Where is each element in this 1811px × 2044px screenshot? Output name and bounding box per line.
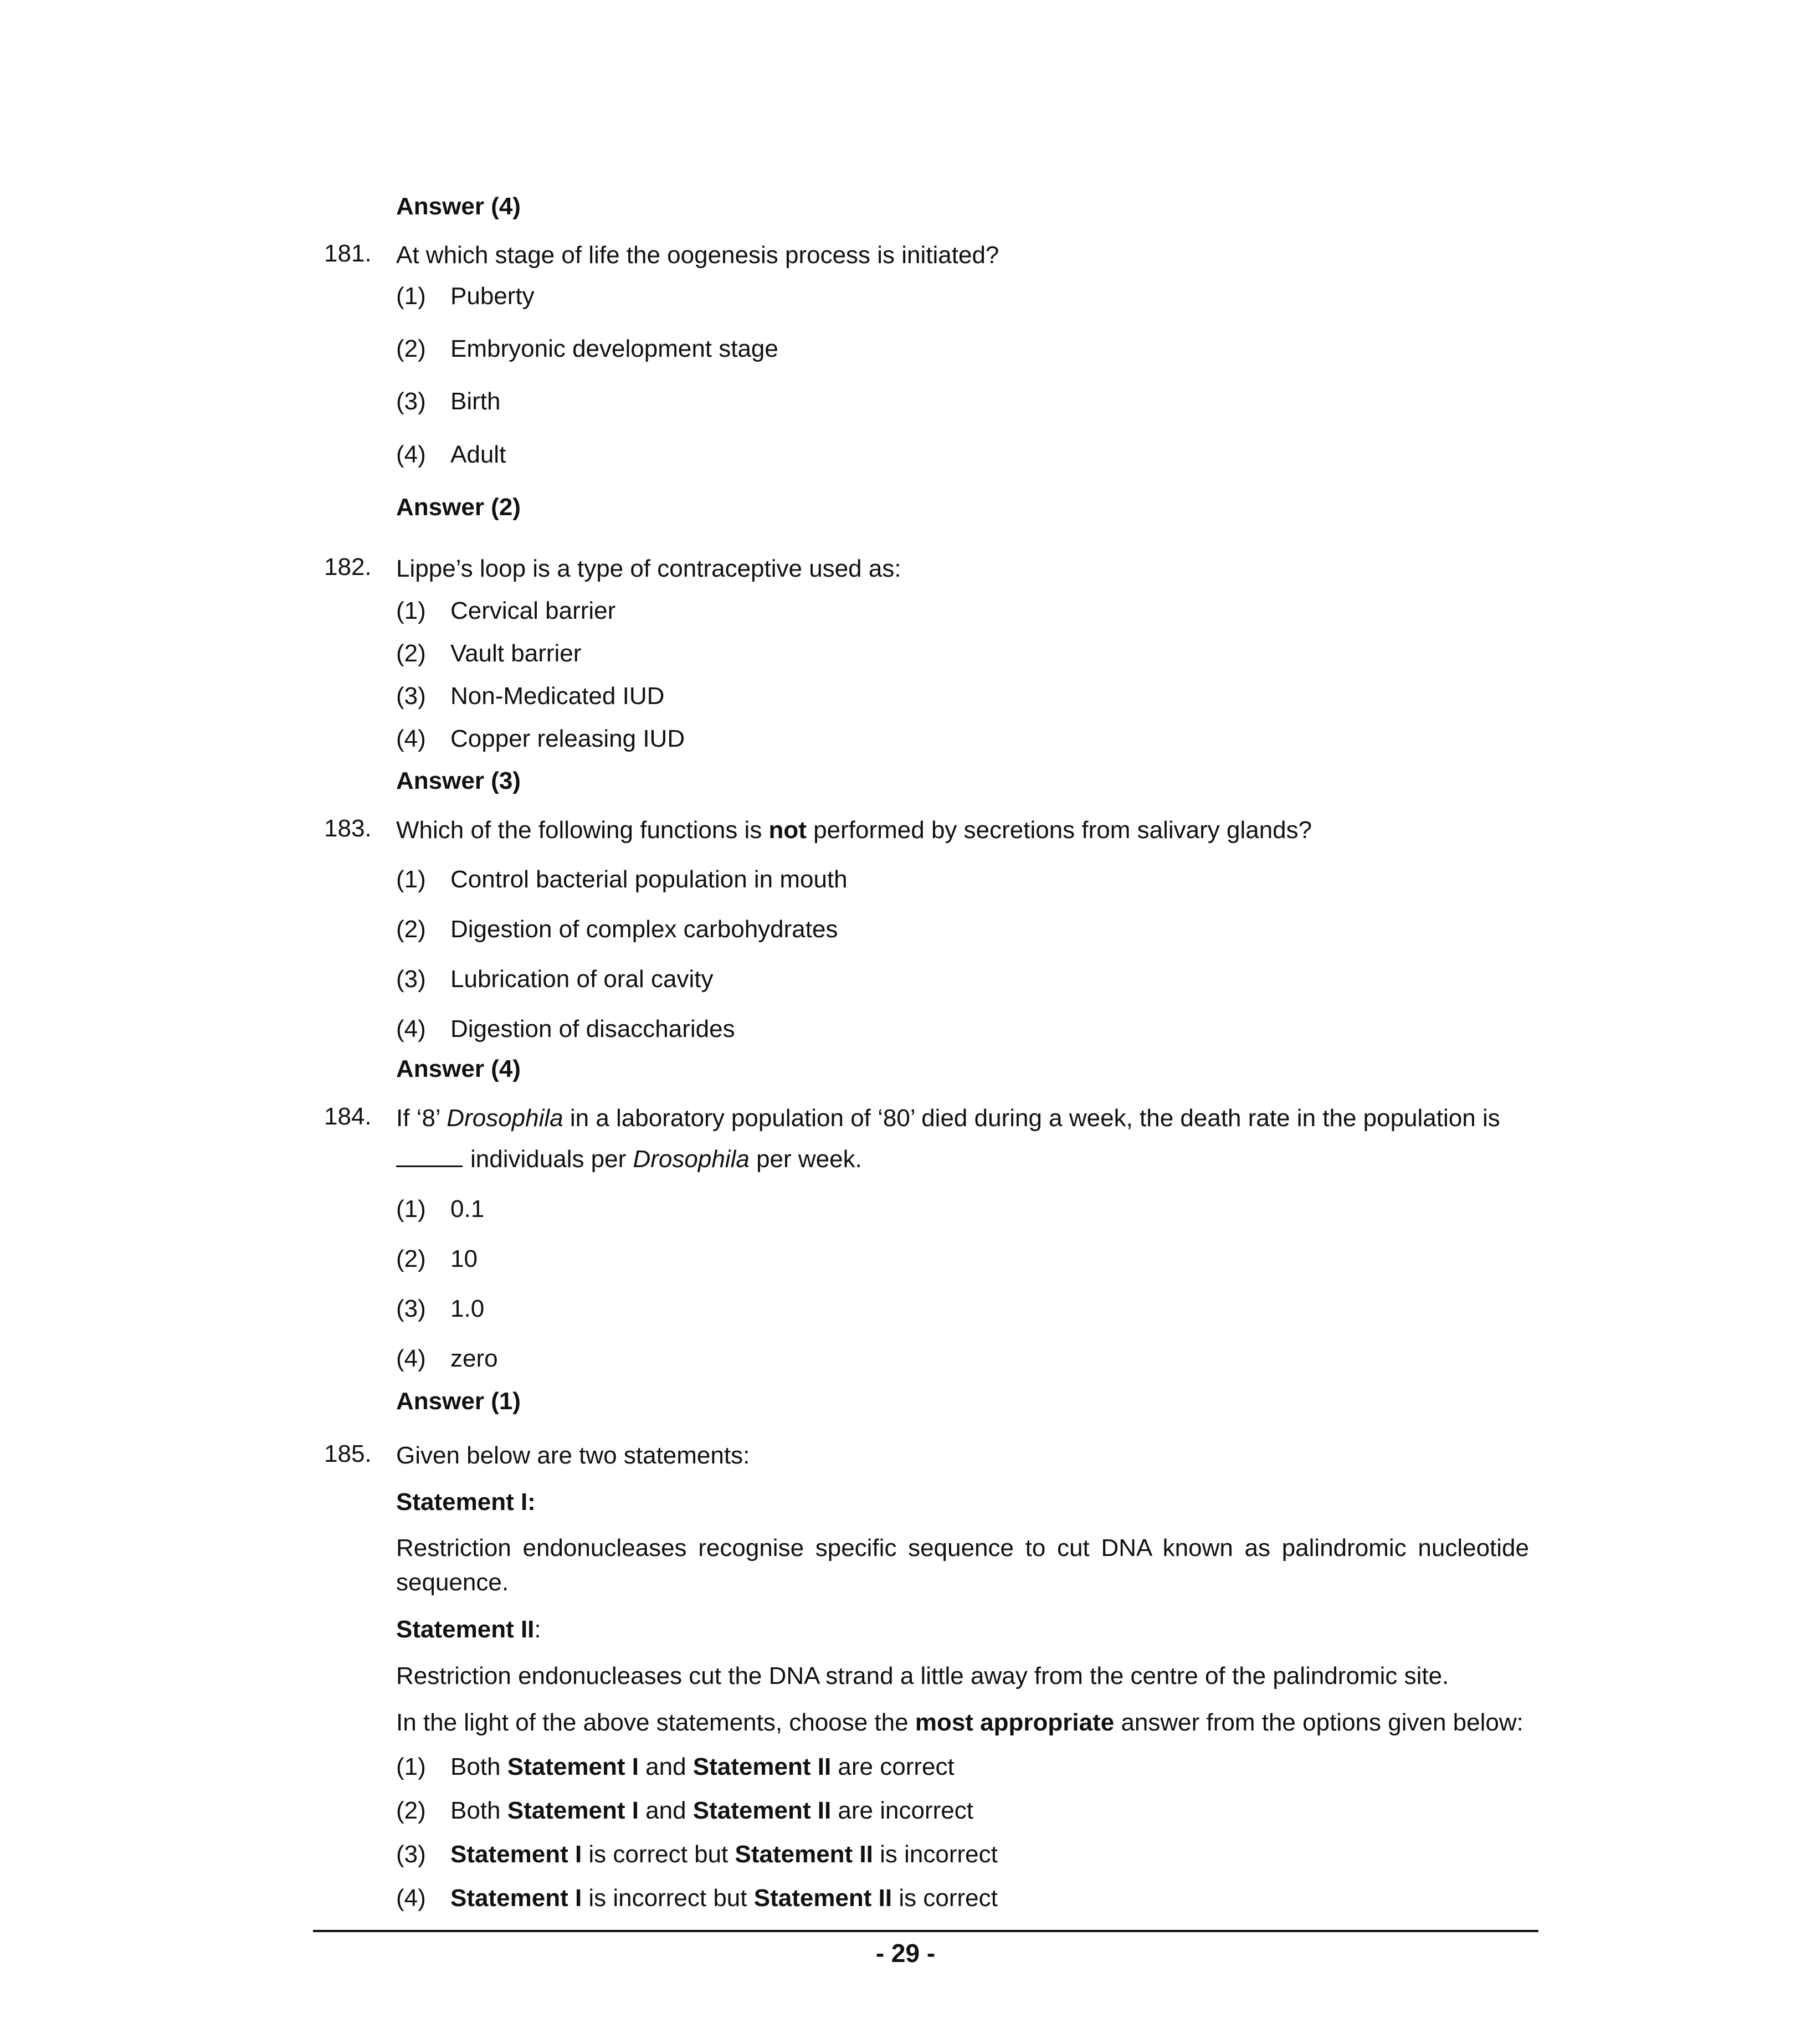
option-183-2	[396, 914, 838, 945]
option-text: Lubrication of oral cavity	[450, 965, 714, 993]
statement-1-label: Statement I:	[396, 1488, 536, 1516]
option-number: (3)	[396, 682, 426, 710]
question-number-181: 181.	[324, 240, 372, 267]
option-text: zero	[450, 1345, 498, 1372]
stem-text: Which of the following functions is	[396, 816, 769, 844]
option-184-1	[396, 1194, 484, 1225]
option-number: (2)	[396, 335, 426, 362]
option-number: (2)	[396, 640, 426, 667]
statement-1-text: Restriction endonucleases recognise specific sequence to cut DNA known as palindromic nucleotide sequence.	[396, 1534, 1529, 1596]
option-text: and	[638, 1753, 693, 1780]
option-184-2	[396, 1244, 478, 1275]
option-text: is incorrect	[873, 1841, 998, 1868]
option-181-3	[396, 386, 500, 417]
option-185-1	[396, 1752, 955, 1783]
answer-182: Answer (3)	[396, 767, 521, 794]
option-bold: Statement I	[507, 1797, 639, 1824]
question-stem-182: Lippe’s loop is a type of contraceptive used as:	[396, 555, 901, 582]
question-instruction-185	[396, 1707, 1523, 1738]
option-text: are correct	[831, 1753, 955, 1780]
instr-emphasis: most appropriate	[915, 1709, 1115, 1736]
question-number-182: 182.	[324, 553, 372, 581]
option-bold: Statement II	[692, 1753, 832, 1780]
option-number: (3)	[396, 1295, 426, 1322]
option-182-2	[396, 638, 581, 669]
option-bold: Statement I	[450, 1841, 582, 1868]
option-183-3	[396, 964, 713, 995]
label-rest: :	[534, 1616, 541, 1643]
answer-181: Answer (2)	[396, 494, 521, 521]
option-number: (1)	[396, 1753, 426, 1780]
option-184-4	[396, 1343, 498, 1374]
option-text: Copper releasing IUD	[450, 725, 685, 752]
option-181-2	[396, 333, 778, 364]
option-text: Non-Medicated IUD	[450, 682, 665, 710]
option-182-3	[396, 681, 664, 712]
page-number: - 29 -	[875, 1939, 936, 1968]
answer-previous: Answer (4)	[396, 193, 521, 220]
instr-text: In the light of the above statements, choose the	[396, 1709, 915, 1736]
option-text: Both	[450, 1753, 507, 1780]
option-number: (1)	[396, 1195, 426, 1223]
option-bold: Statement I	[507, 1753, 639, 1780]
option-text: Control bacterial population in mouth	[450, 866, 848, 893]
option-182-1	[396, 595, 615, 626]
statement-2-label	[396, 1614, 541, 1645]
option-184-3	[396, 1293, 484, 1324]
stem-emphasis: not	[768, 816, 807, 844]
option-number: (4)	[396, 441, 426, 468]
option-number: (4)	[396, 1884, 426, 1912]
stem-text: individuals per	[470, 1146, 633, 1173]
stem-text: per week.	[749, 1146, 862, 1173]
option-182-4	[396, 723, 685, 754]
option-185-2	[396, 1795, 973, 1826]
option-183-1	[396, 864, 848, 895]
question-number-184: 184.	[324, 1103, 372, 1130]
option-text: Digestion of complex carbohydrates	[450, 916, 838, 943]
option-text: are incorrect	[831, 1797, 973, 1824]
option-bold: Statement I	[450, 1884, 582, 1912]
stem-text: performed by secretions from salivary glands?	[806, 816, 1312, 844]
statement-2-text: Restriction endonucleases cut the DNA strand a little away from the centre of the palindromic site.	[396, 1662, 1449, 1689]
option-text: 1.0	[450, 1295, 485, 1322]
stem-text: in a laboratory population of ‘80’ died during a week, the death rate in the population is	[563, 1105, 1500, 1132]
instr-text: answer from the options given below:	[1114, 1709, 1523, 1736]
option-number: (4)	[396, 725, 426, 752]
option-181-4	[396, 439, 506, 470]
option-number: (1)	[396, 283, 426, 310]
question-stem-185: Given below are two statements:	[396, 1442, 750, 1469]
option-text: Digestion of disaccharides	[450, 1015, 735, 1042]
option-text: is incorrect but	[582, 1884, 754, 1912]
option-text: Puberty	[450, 283, 535, 310]
option-text: is correct	[892, 1884, 998, 1912]
option-bold: Statement II	[753, 1884, 892, 1912]
option-183-4	[396, 1014, 735, 1045]
option-text: Adult	[450, 441, 506, 468]
option-bold: Statement II	[692, 1797, 832, 1824]
question-number-185: 185.	[324, 1440, 372, 1467]
option-text: Embryonic development stage	[450, 335, 778, 362]
option-number: (1)	[396, 597, 426, 624]
option-text: and	[638, 1797, 693, 1824]
option-number: (4)	[396, 1345, 426, 1372]
option-text: 10	[450, 1245, 478, 1272]
option-number: (3)	[396, 1841, 426, 1868]
footer-rule	[313, 1930, 1538, 1932]
option-185-3	[396, 1839, 998, 1870]
option-181-1	[396, 281, 535, 312]
label-bold: Statement II	[396, 1616, 535, 1643]
answer-184: Answer (1)	[396, 1388, 521, 1415]
question-stem-184-line2	[396, 1144, 862, 1175]
option-bold: Statement II	[735, 1841, 873, 1868]
option-text: Both	[450, 1797, 507, 1824]
stem-italic: Drosophila	[447, 1105, 563, 1132]
option-number: (2)	[396, 1245, 426, 1272]
option-text: Cervical barrier	[450, 597, 616, 624]
option-number: (2)	[396, 916, 426, 943]
question-number-183: 183.	[324, 815, 372, 842]
stem-text: If ‘8’	[396, 1105, 447, 1132]
stem-italic: Drosophila	[633, 1146, 750, 1173]
question-stem-183	[396, 815, 1312, 846]
option-number: (1)	[396, 866, 426, 893]
option-number: (4)	[396, 1015, 426, 1042]
option-text: 0.1	[450, 1195, 485, 1223]
option-text: Vault barrier	[450, 640, 582, 667]
option-text: Birth	[450, 388, 501, 415]
option-number: (2)	[396, 1797, 426, 1824]
option-number: (3)	[396, 388, 426, 415]
answer-183: Answer (4)	[396, 1055, 521, 1082]
question-stem-181: At which stage of life the oogenesis process is initiated?	[396, 242, 999, 269]
question-stem-184	[396, 1103, 1500, 1134]
option-text: is correct but	[582, 1841, 735, 1868]
option-185-4	[396, 1883, 998, 1914]
option-number: (3)	[396, 965, 426, 993]
fill-in-blank	[396, 1144, 463, 1167]
